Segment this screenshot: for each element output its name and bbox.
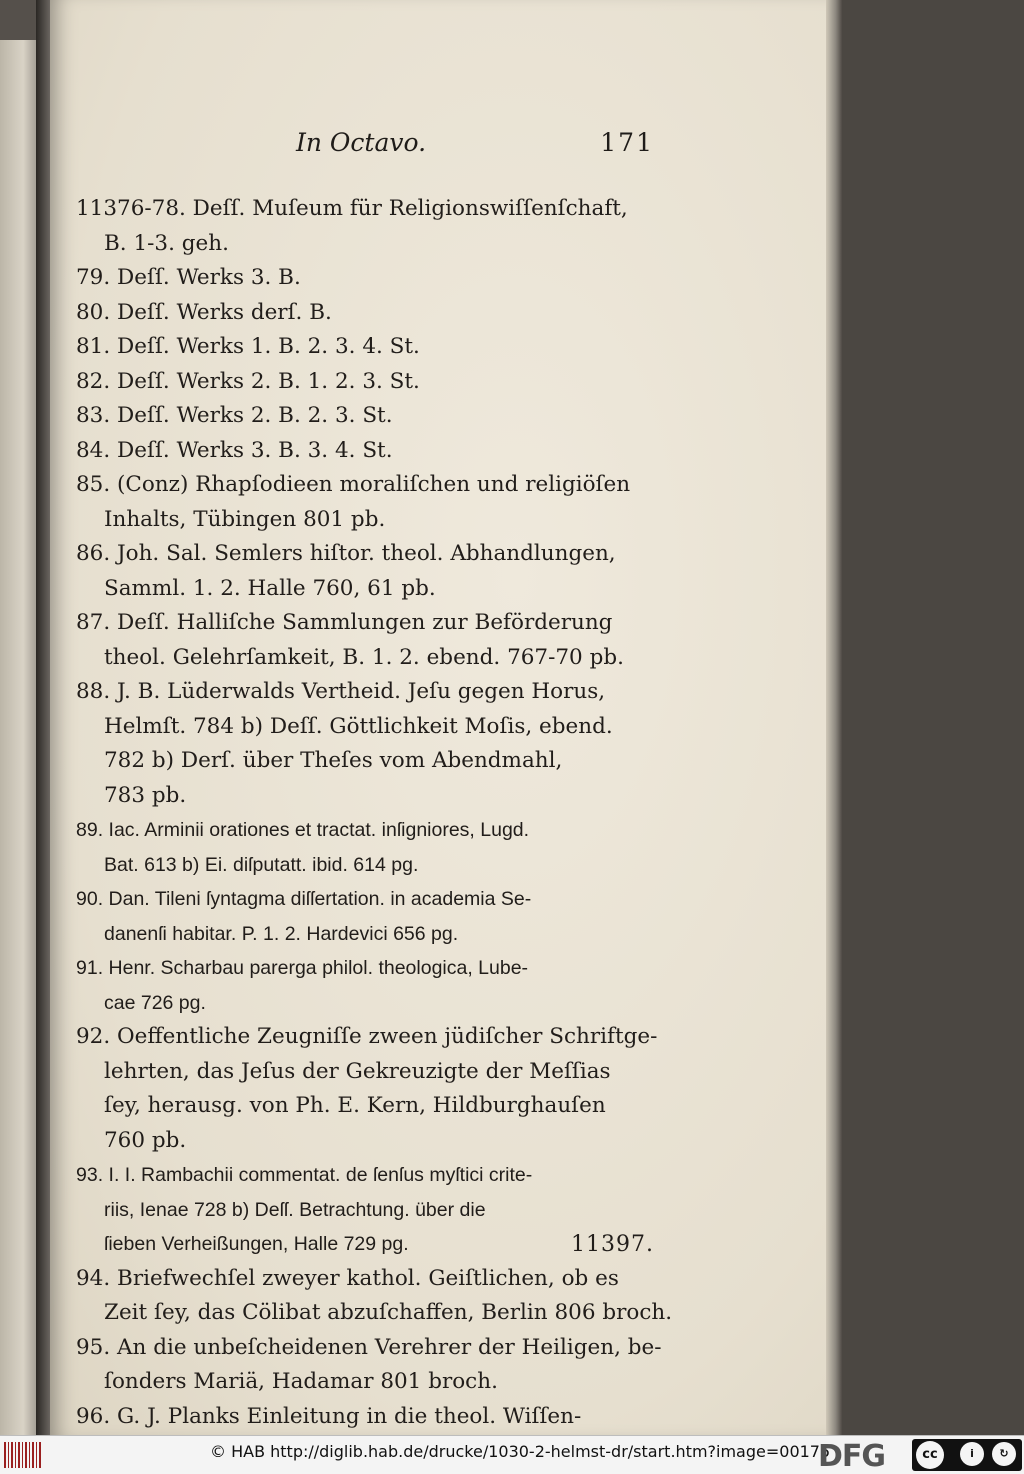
- entry-first-line: 96. G. J. Planks Einleitung in die theol. Wiſſen-: [76, 1403, 582, 1429]
- catalog-entry: [76, 606, 666, 675]
- cc-icon: cc: [916, 1441, 944, 1469]
- entry-continuation-line: 760 pb.: [104, 1127, 187, 1153]
- entry-first-line: 93. I. I. Rambachii commentat. de ſenſus myſtici crite-: [76, 1164, 533, 1186]
- catalog-entry: [76, 1020, 666, 1158]
- entry-continuation-line: 783 pb.: [104, 782, 187, 808]
- entry-continuation-line: ſonders Mariä, Hadamar 801 broch.: [104, 1369, 498, 1394]
- entry-continuation-line: Zeit ſey, das Cölibat abzuſchaffen, Berlin 806 broch.: [104, 1300, 673, 1325]
- cc-license-icon[interactable]: [912, 1439, 1022, 1471]
- entry-first-line: 88. J. B. Lüderwalds Vertheid. Jeſu gegen Horus,: [76, 679, 606, 704]
- catalog-entry: [76, 1400, 666, 1436]
- entry-first-line: 92. Oeffentliche Zeugniſſe zween jüdiſcher Schriftge-: [76, 1024, 658, 1049]
- entry-continuation-line: Samml. 1. 2. Halle 760, 61 pb.: [104, 575, 436, 601]
- entry-first-line: 80. Deſſ. Werks derſ. B.: [76, 299, 332, 325]
- catalog-entry: [76, 365, 666, 400]
- copyright-url[interactable]: © HAB http://diglib.hab.de/drucke/1030-2-helmst-dr/start.htm?image=00175: [210, 1442, 831, 1461]
- entry-first-line: 83. Deſſ. Werks 2. B. 2. 3. St.: [76, 403, 393, 428]
- book-spine: [36, 0, 50, 1435]
- page-number: 171: [600, 128, 654, 157]
- entry-continuation-line: Bat. 613 b) Ei. diſputatt. ibid. 614 pg.: [104, 853, 419, 876]
- catalog-entry: [76, 261, 666, 296]
- entry-continuation-line: danenſi habitar. P. 1. 2. Hardevici 656 pg.: [104, 922, 459, 945]
- entry-continuation-line: cae 726 pg.: [104, 991, 206, 1014]
- entry-first-line: 84. Deſſ. Werks 3. B. 3. 4. St.: [76, 437, 393, 463]
- entry-first-line: 81. Deſſ. Werks 1. B. 2. 3. 4. St.: [76, 334, 420, 359]
- catalog-entry: [76, 330, 666, 365]
- by-icon: i: [960, 1442, 984, 1466]
- catalog-entry: [76, 675, 666, 813]
- barcode-icon: [4, 1442, 42, 1468]
- catalog-entry: [76, 296, 666, 331]
- entry-first-line: 95. An die unbeſcheidenen Verehrer der Heiligen, be-: [76, 1334, 662, 1360]
- entry-continuation-line: ſieben Verheißungen, Halle 729 pg.: [104, 1233, 409, 1255]
- footer-bar: [0, 1435, 1024, 1474]
- catalog-entry: [76, 1262, 673, 1331]
- catchword: 11397.: [571, 1232, 654, 1257]
- entry-continuation-line: lehrten, das Jeſus der Gekreuzigte der Meſſias: [104, 1058, 611, 1084]
- dfg-logo: DFG: [818, 1439, 886, 1474]
- entry-first-line: 79. Deſſ. Werks 3. B.: [76, 265, 301, 290]
- page-edge: [826, 0, 842, 1435]
- entry-continuation-line: 782 b) Derſ. über Theſes vom Abendmahl,: [104, 748, 563, 773]
- entry-continuation-line: Inhalts, Tübingen 801 pb.: [104, 506, 386, 532]
- catalog-entry: [76, 813, 666, 882]
- running-head-title: In Octavo.: [296, 128, 427, 157]
- entry-continuation-line: B. 1-3. geh.: [104, 230, 229, 256]
- entry-first-line: 89. Iac. Arminii orationes et tractat. inſigniores, Lugd.: [76, 819, 530, 841]
- entry-first-line: 82. Deſſ. Werks 2. B. 1. 2. 3. St.: [76, 368, 420, 394]
- entry-first-line: 90. Dan. Tileni ſyntagma diſſertation. in academia Se-: [76, 888, 532, 910]
- entry-continuation-line: ſey, herausg. von Ph. E. Kern, Hildburghauſen: [104, 1093, 606, 1118]
- entry-first-line: 91. Henr. Scharbau parerga philol. theologica, Lube-: [76, 957, 529, 979]
- entry-first-line: 94. Briefwechſel zweyer kathol. Geiſtlichen, ob es: [76, 1265, 619, 1291]
- entry-first-line: 86. Joh. Sal. Semlers hiſtor. theol. Abhandlungen,: [76, 541, 616, 566]
- catalog-entry: [76, 1331, 666, 1400]
- entry-first-line: 11376-78. Deſſ. Muſeum für Religionswiſſenſchaft,: [76, 196, 628, 221]
- sa-icon: ↻: [992, 1442, 1016, 1466]
- catalog-entry: [76, 468, 666, 537]
- catalog-entry: [76, 882, 666, 951]
- entry-first-line: 85. (Conz) Rhapſodieen moraliſchen und religiöſen: [76, 472, 631, 497]
- catalog-entry: [76, 537, 666, 606]
- entry-first-line: 87. Deſſ. Halliſche Sammlungen zur Beförderung: [76, 610, 613, 635]
- catalog-entry: [76, 951, 666, 1020]
- background-cover: [842, 0, 1024, 1435]
- entry-continuation-line: Helmſt. 784 b) Deſſ. Göttlichkeit Moſis, ebend.: [104, 713, 613, 739]
- catalog-entry: [76, 434, 666, 469]
- entry-continuation-line: theol. Gelehrſamkeit, B. 1. 2. ebend. 767-70 pb.: [104, 644, 624, 670]
- catalog-entry: [76, 399, 666, 434]
- catalog-entry: [76, 192, 666, 261]
- entry-continuation-line: riis, Ienae 728 b) Deſſ. Betrachtung. über die: [104, 1198, 486, 1221]
- running-head: [290, 128, 660, 168]
